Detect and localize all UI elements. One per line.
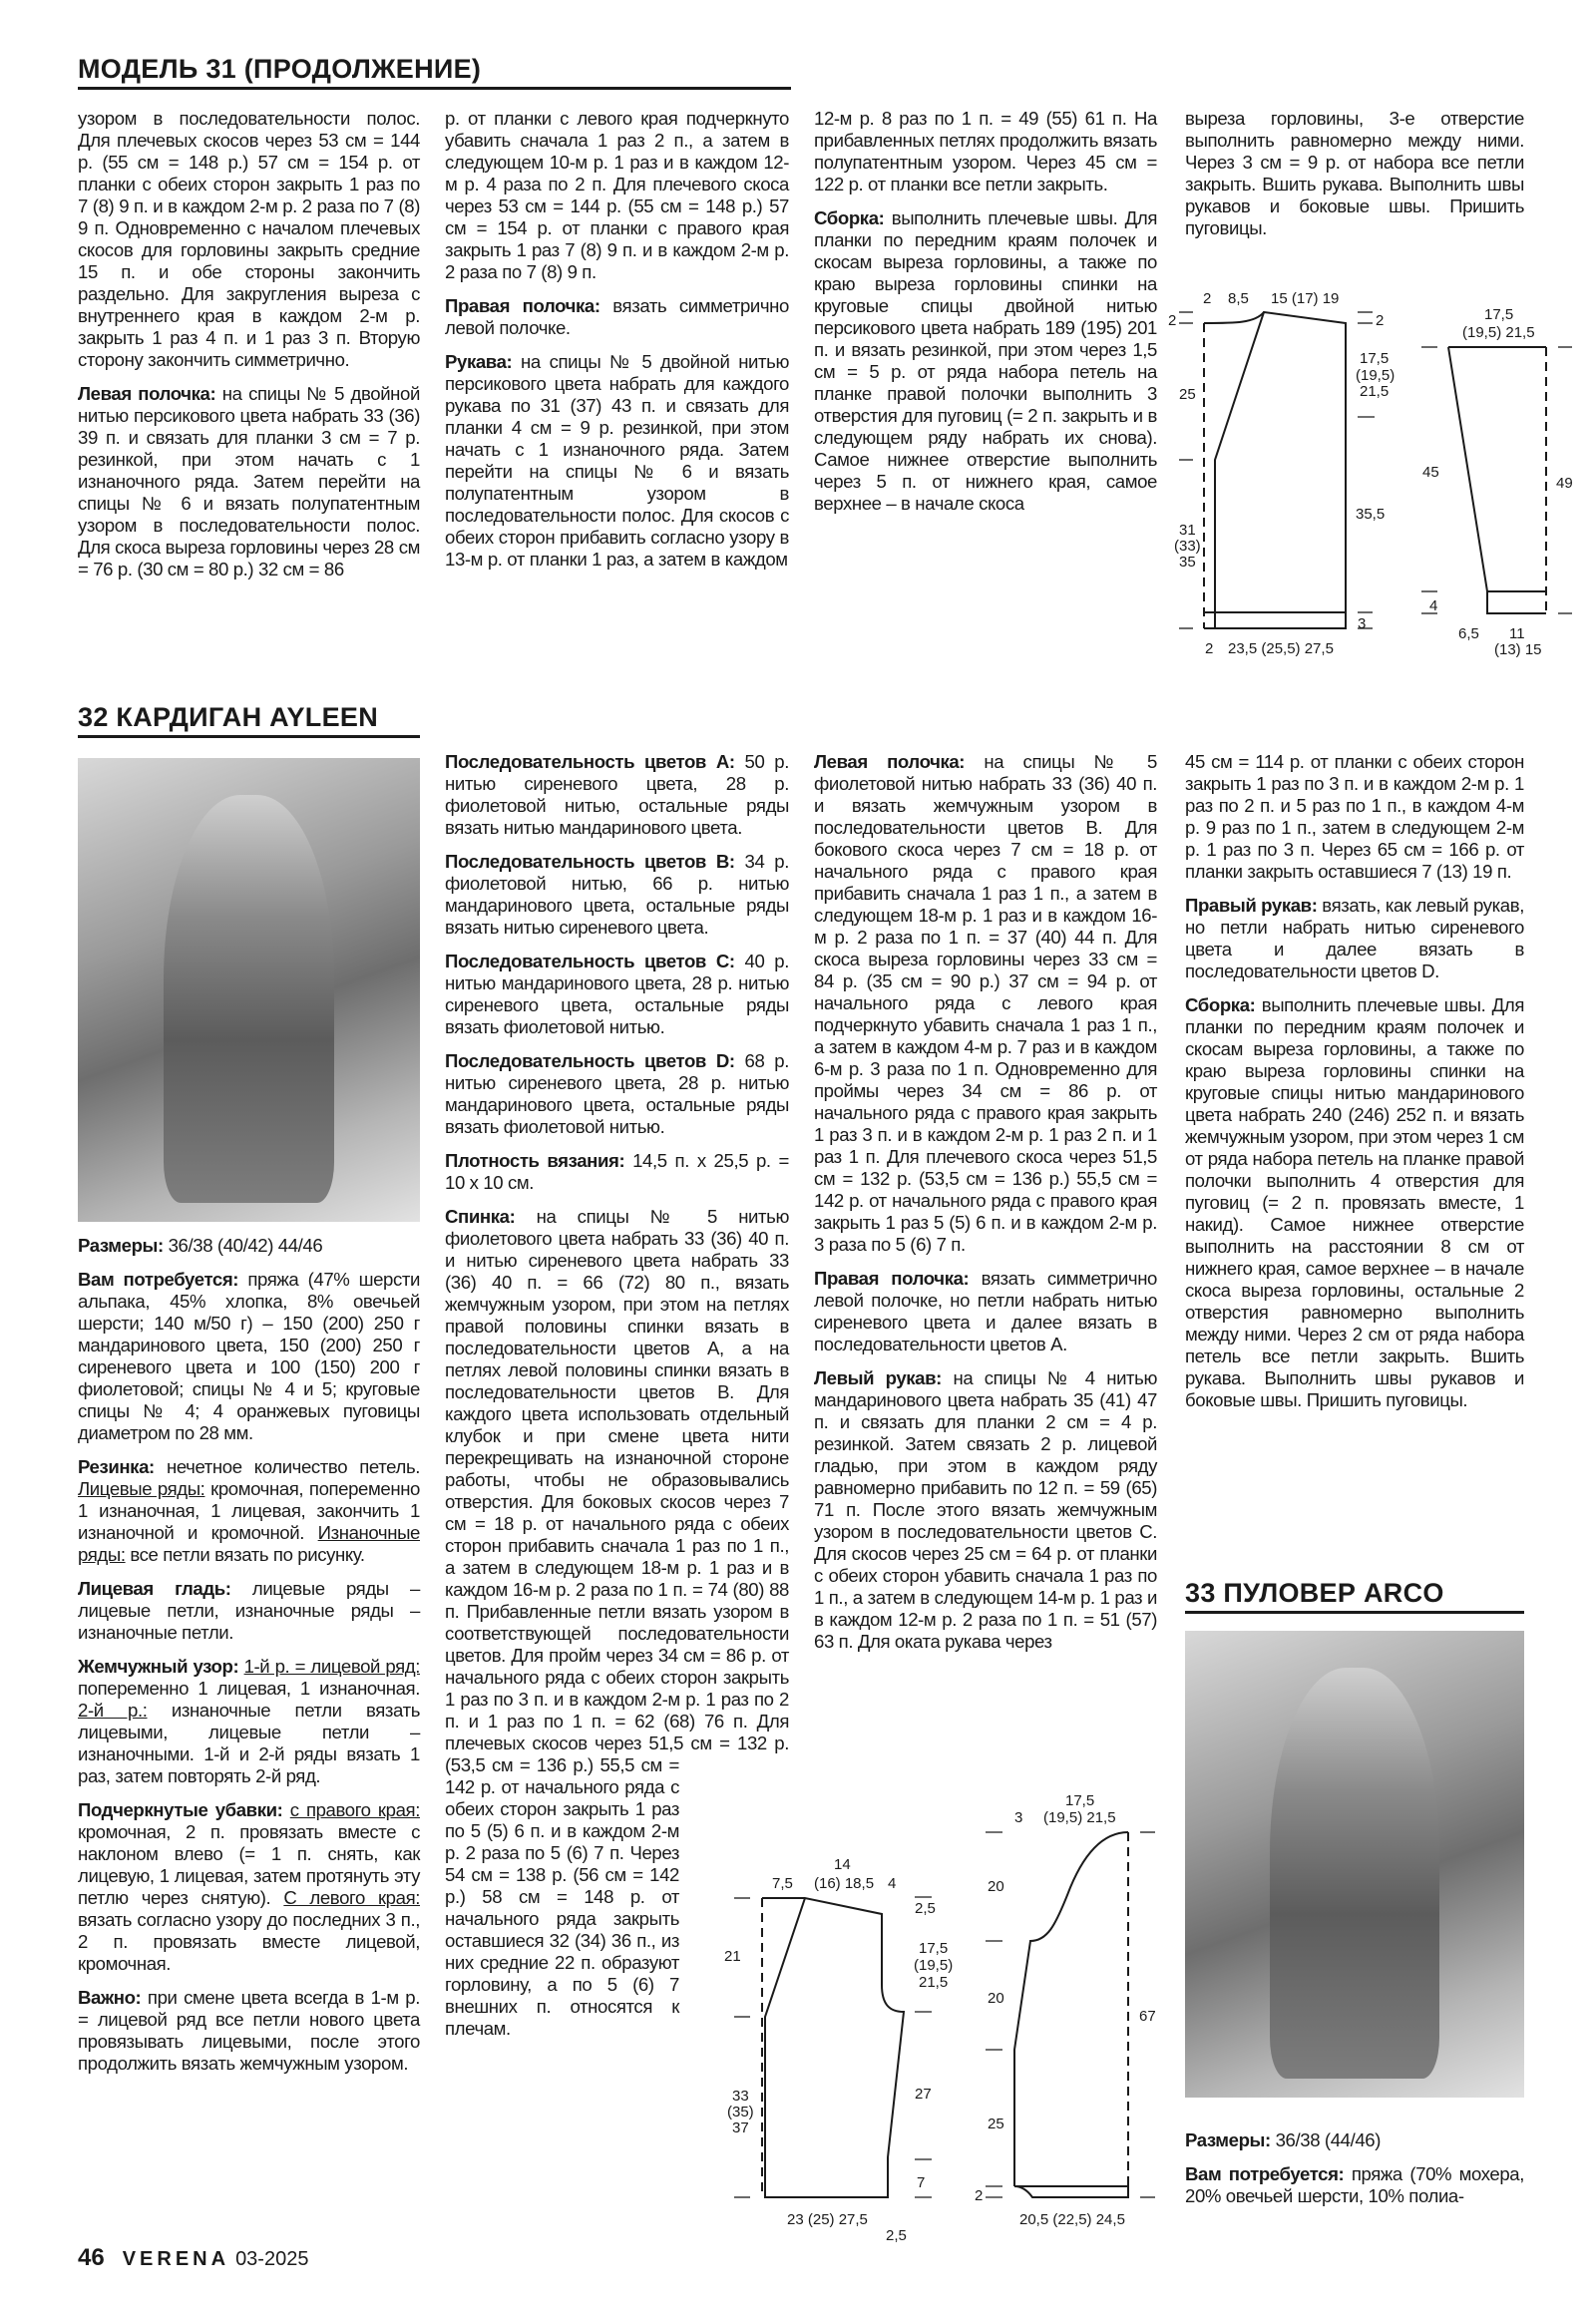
dimension-label: (19,5)	[914, 1957, 954, 1974]
issue-number: 03-2025	[235, 2248, 309, 2270]
sleeve-outline	[1448, 347, 1546, 613]
dimension-label: (19,5) 21,5	[1043, 1809, 1116, 1826]
dimension-label: 2,5	[886, 2227, 907, 2244]
dimension-label: 45	[1422, 464, 1439, 481]
dimension-label: 25	[1179, 386, 1196, 403]
paragraph	[814, 1367, 1157, 1653]
paragraph-heading: Подчеркнутые убавки:	[78, 1799, 283, 1820]
paragraph-heading: Левая полочка:	[78, 383, 216, 404]
dimension-label: 31	[1179, 522, 1196, 539]
dimension-label: 11	[1509, 625, 1525, 642]
paragraph-text: вязать симметрично левой полочке, но петли набрать нитью сиреневого цвета и далее вязать в последовательности цветов A.	[814, 1268, 1157, 1354]
paragraph-text: вязать согласно узору до последних 3 п., 2 п. провязать вместе лицевой, кромочная.	[78, 1909, 420, 1974]
magazine-brand: VERENA	[122, 2248, 230, 2270]
schematic-diagram-model-31	[0, 0, 1596, 698]
paragraph-text: 36/38 (44/46)	[1270, 2129, 1382, 2150]
dimension-label: 67	[1139, 2008, 1156, 2025]
paragraph-text: все петли вязать по рисунку.	[125, 1544, 365, 1565]
paragraph	[445, 951, 789, 1038]
paragraph-text: пряжа (70% мохера, 20% овечьей шерсти, 10% полиа-	[1185, 2163, 1525, 2206]
dimension-label: 49	[1556, 475, 1573, 492]
paragraph	[445, 751, 789, 839]
schematic-diagram-cardigan	[0, 1755, 1197, 2274]
page-number: 46	[78, 2244, 105, 2271]
model-photo-pullover	[1185, 1631, 1524, 2098]
paragraph-heading: Правый рукав:	[1185, 895, 1318, 916]
dimension-label: 2	[1203, 290, 1212, 307]
section-title-pullover-arco: 33 ПУЛОВЕР ARCO	[1185, 1578, 1524, 1614]
paragraph-heading: Последовательность цветов D:	[445, 1050, 735, 1071]
paragraph-text: на спицы № 5 фиолетовой нитью набрать 33 (36) 40 п. и вязать жемчужным узором в последовательности цветов B. Для бокового скоса через 7 см = 18 р. от начального ряда с правого края прибавить сначала 1 раз 1 п., а затем в следующем 18-м р. 1 раз и в каждом 16-м р. 2 раза по 1 п. = 37 (40) 44 п. Для скоса выреза горловины через 33 см = 84 р. (35 см = 90 р.) 37 см = 94 р. от начального ряда с левого края подчеркнуто убавить сначала 1 раз 1 п., а затем в каждом 4-м р. 7 раз и в каждом 6-м р. 3 раза по 1 п. Одновременно для проймы через 34 см = 86 р. от начального ряда с правого края закрыть 1 раз 3 п. и в каждом 2-м р. 1 раз 2 п. и 1 раз 1 п. Для плечевого скоса через 51,5 см = 132 р. (53,5 см = 136 р.) 55,5 см = 142 р. от начального ряда с правого края закрыть 1 раз 5 (5) 6 п. и в каждом 2-м р. 3 раза по 5 (6) 7 п.	[814, 751, 1157, 1255]
dimension-label: 27	[915, 2086, 932, 2103]
text-column	[1185, 751, 1524, 1423]
dimension-label: 33	[732, 2088, 749, 2105]
dimension-label: 21,5	[1360, 383, 1390, 400]
dimension-label: 3	[1358, 615, 1367, 632]
paragraph	[78, 1269, 420, 1444]
paragraph-text: на спицы № 5 двойной нитью персикового цвета набрать для каждого рукава по 31 (37) 43 п. и связать для планки 4 см = 9 р. резинкой, при этом начать с 1 изнаночного ряда. Затем перейти на спицы № 6 и вязать полупатентным узором в последовательности полос. Для скосов с обеих сторон прибавить согласно узору в 13-м р. от планки 1 раз, а затем в каждом	[445, 351, 789, 570]
section-title-model-31: МОДЕЛЬ 31 (ПРОДОЛЖЕНИЕ)	[78, 54, 791, 90]
dimension-label: 7,5	[772, 1875, 793, 1892]
paragraph-text: попеременно 1 лицевая, 1 изнаночная.	[78, 1678, 420, 1699]
text-column	[1185, 2129, 1524, 2219]
dimension-label: 20,5 (22,5) 24,5	[1019, 2211, 1125, 2228]
dimension-label: (35)	[727, 2104, 754, 2120]
underlined-term: Лицевые ряды:	[78, 1478, 205, 1499]
underlined-term: 2-й р.:	[78, 1700, 148, 1721]
front-piece-outline	[1215, 312, 1346, 628]
paragraph-text: на спицы № 5 двойной нитью персикового цвета набрать 33 (36) 39 п. и связать для планки 3 см = 7 р. резинкой, при этом начать с 1 изнаночного ряда. Затем перейти на спицы № 6 и вязать полупатентным узором в последовательности полос. Для скоса выреза горловины через 28 см = 76 р. (30 см = 80 р.) 32 см = 86	[78, 383, 420, 579]
paragraph-text: р. от планки с левого края подчеркнуто убавить сначала 1 раз 2 п., а затем в следующем 10-м р. 1 раз и в каждом 12-м р. 4 раза по 2 п. Для плечевого скоса через 53 см = 144 р. (55 см = 148 р.) 57 см = 154 р. от планки с правого края закрыть 1 раз 7 (8) 9 п. и в каждом 2-м р. 2 раза по 7 (8) 9 п.	[445, 108, 789, 282]
paragraph	[814, 1268, 1157, 1355]
dimension-label: 14	[834, 1856, 851, 1873]
paragraph-heading: Сборка:	[814, 207, 885, 228]
paragraph-text: при смене цвета всегда в 1-м р. = лицевой ряд все петли нового цвета провязывать лицевыми, после этого продолжить вязать жемчужным узором.	[78, 1987, 420, 2074]
paragraph-text: кромочная, 2 п. провязать вместе с наклоном влево (= 1 п. снять, как лицевую, 1 лицевая, затем протянуть эту петлю через снятую).	[78, 1821, 420, 1908]
paragraph-text: кромочная, попеременно 1 изнаночная, 1 лицевая, закончить 1 изнаночной и кромочной.	[78, 1478, 421, 1543]
dimension-label: 2,5	[915, 1900, 936, 1917]
paragraph-heading: Спинка:	[445, 1206, 516, 1227]
dimension-label: 4	[1429, 597, 1438, 614]
paragraph-text: изнаночные петли вязать лицевыми, лицевые петли – изнаночными. 1-й и 2-й ряды вязать 1 раз, затем повторять 2-й ряд.	[78, 1700, 420, 1786]
paragraph-text: вязать симметрично левой полочке.	[445, 295, 789, 338]
dimension-label: 2	[1168, 312, 1177, 329]
dimension-label: 23 (25) 27,5	[787, 2211, 868, 2228]
paragraph	[78, 1578, 420, 1644]
paragraph-heading: Левая полочка:	[814, 751, 966, 772]
dimension-label: 2	[975, 2187, 984, 2204]
underlined-term: с правого края:	[289, 1799, 420, 1820]
dimension-label: 17,5	[1484, 306, 1514, 323]
paragraph-text: 45 см = 114 р. от планки с обеих сторон закрыть 1 раз по 3 п. и в каждом 2-м р. 1 раз по 2 п. и 5 раз по 1 п., в каждом 4-м р. 9 раз по 1 п., затем в следующем 2-м р. 1 раз по 3 п. Через 65 см = 166 р. от планки закрыть оставшиеся 7 (13) 19 п.	[1185, 751, 1524, 882]
paragraph	[1185, 2129, 1524, 2151]
dimension-label: 17,5	[1065, 1792, 1095, 1809]
dimension-label: 4	[888, 1875, 897, 1892]
paragraph	[1185, 895, 1524, 982]
dimension-label: (33)	[1174, 538, 1201, 555]
paragraph	[445, 851, 789, 939]
dimension-label: 35,5	[1356, 506, 1386, 523]
underlined-term: С левого края:	[283, 1887, 420, 1908]
paragraph-text: 68 р. нитью сиреневого цвета, 28 р. нитью мандаринового цвета, остальные ряды вязать фиолетовой нитью.	[445, 1050, 789, 1137]
dimension-label: 35	[1179, 554, 1196, 571]
paragraph-heading: Вам потребуется:	[1185, 2163, 1345, 2184]
neck-curve	[1204, 312, 1264, 323]
paragraph-heading: Рукава:	[445, 351, 513, 372]
paragraph	[445, 1150, 789, 1194]
paragraph-text: лицевые ряды – лицевые петли, изнаночные ряды – изнаночные петли.	[78, 1578, 420, 1643]
dimension-label: (16) 18,5	[814, 1875, 875, 1892]
dimension-label: 21,5	[919, 1974, 949, 1991]
paragraph-heading: Последовательность цветов C:	[445, 951, 735, 971]
dimension-label: 6,5	[1458, 625, 1479, 642]
dimension-label: 20	[988, 1990, 1004, 2007]
underlined-term: Изнаночные ряды:	[78, 1522, 420, 1565]
paragraph	[1185, 751, 1524, 883]
dimension-label: 15 (17) 19	[1271, 290, 1340, 307]
paragraph-text: выполнить плечевые швы. Для планки по передним краям полочек и скосам выреза горловины, а также по краю выреза горловины спинки на круговые спицы нитью мандаринового цвета набрать 240 (246) 252 п. и вязать жемчужным узором, при этом через 1 см от ряда набора петель на планке правой полочки выполнить 4 отверстия для пуговиц (= 2 п. провязать вместе, 1 накид). Самое нижнее отверстие выполнить на расстоянии 8 см от нижнего края, самое верхнее – в начале скоса выреза горловины, остальные 2 отверстия равномерно выполнить между ними. Через 2 см от ряда набора петель все петли закрыть. Вшить рукава. Выполнить швы рукавов и боковые швы. Пришить пуговицы.	[1185, 994, 1524, 1410]
section-title-cardigan-ayleen: 32 КАРДИГАН AYLEEN	[78, 702, 420, 738]
paragraph-heading: Важно:	[78, 1987, 142, 2008]
paragraph-text: на спицы № 5 нитью фиолетового цвета набрать 33 (36) 40 п. и нитью сиреневого цвета набрать 33 (36) 40 п. = 66 (72) 80 п., вязать жемчужным узором, при этом на петлях правой половины спинки вязать в последовательности цветов A, а на петлях левой половины спинки вязать в последовательности цветов B. Для каждого цвета использовать отдельный клубок и при смене цвета нити перекрещивать на изнаночной стороне работы, чтобы не образовывались отверстия. Для боковых скосов через 7 см = 18 р. от начального ряда с обеих сторон прибавить сначала 1 раз по 1 п., а затем в следующем 18-м р. 1 раз и в каждом 16-м р. 2 раза по 1 п. = 74 (80) 88 п. Прибавленные петли вязать узором в соответствующей последовательности цветов. Для пройм через 34 см = 86 р. от начального ряда с обеих сторон закрыть 1 раз по 3 п. и в каждом 2-м р. 1 раз по 2 п. и 1 раз по 1 п. = 62 (68) 76 п. Для плечевых скосов через 51,5 см = 132 р. (53,5 см = 136 р.) 55,5 см = 142 р. от начального ряда с обеих сторон закрыть 1 раз по 5 (5) 6 п. и в каждом 2-м р. 2 раза по 5 (6) 7 п. Через 54 см = 138 р. (56 см = 142 р.) 58 см = 148 р. от начального ряда закрыть оставшиеся 32 (34) 36 п., из них средние 22 п. образуют горловину, а по 5 (6) 7 внешних п. относятся к плечам.	[445, 1206, 789, 2039]
front-piece-outline	[765, 1898, 904, 2197]
dimension-label: 23,5 (25,5) 27,5	[1228, 640, 1334, 657]
paragraph	[1185, 994, 1524, 1411]
paragraph-text: 36/38 (40/42) 44/46	[163, 1235, 323, 1256]
paragraph-heading: Правая полочка:	[814, 1268, 970, 1289]
dimension-label: 21	[724, 1948, 741, 1965]
underlined-term: 1-й р. = лицевой ряд:	[243, 1656, 420, 1677]
paragraph-heading: Размеры:	[78, 1235, 164, 1256]
paragraph-text: 34 р. фиолетовой нитью, 66 р. нитью мандаринового цвета, остальные ряды вязать нитью сиреневого цвета.	[445, 851, 789, 938]
paragraph-heading: Последовательность цветов A:	[445, 751, 735, 772]
paragraph-text: 14,5 п. х 25,5 р. = 10 х 10 см.	[445, 1150, 789, 1193]
paragraph	[78, 1456, 420, 1566]
paragraph	[445, 1050, 789, 1138]
page-footer	[78, 2244, 308, 2272]
dimension-label: 8,5	[1228, 290, 1249, 307]
dimension-label: 20	[988, 1878, 1004, 1895]
dimension-label: (19,5) 21,5	[1462, 324, 1535, 341]
paragraph	[78, 1235, 420, 1257]
paragraph-text: пряжа (47% шерсти альпака, 45% хлопка, 8% овечьей шерсти; 140 м/50 г) – 150 (200) 250 г мандаринового цвета, 150 (200) 250 г сиреневого цвета и 100 (150) 200 г фиолетовой; спицы № 4 и 5; круговые спицы № 4; 4 оранжевых пуговицы диаметром по 28 мм.	[78, 1269, 420, 1443]
paragraph-text: 40 р. нитью мандаринового цвета, 28 р. нитью сиреневого цвета, остальные ряды вязать фиолетовой нитью.	[445, 951, 789, 1037]
dimension-label: 2	[1205, 640, 1214, 657]
paragraph-heading: Сборка:	[1185, 994, 1256, 1015]
dimension-label: 25	[988, 2116, 1004, 2132]
dimension-label: 7	[917, 2174, 926, 2191]
dimension-label: 37	[732, 2119, 749, 2136]
dimension-label: 17,5	[919, 1940, 949, 1957]
paragraph-text: узором в последовательности полос. Для плечевых скосов через 53 см = 144 р. (55 см = 148 р.) 57 см = 154 р. от планки с обеих сторон закрыть 1 раз по 7 (8) 9 п. и в каждом 2-м р. 2 раза по 7 (8) 9 п. Одновременно с началом плечевых скосов для горловины закрыть средние 15 п. и обе стороны закончить раздельно. Для закругления выреза с внутреннего края в каждом 2-м р. закрыть 1 раз 4 п. и 1 раз 3 п. Вторую сторону закончить симметрично.	[78, 108, 420, 370]
paragraph-heading: Левый рукав:	[814, 1367, 942, 1388]
paragraph	[814, 751, 1157, 1256]
paragraph-heading: Размеры:	[1185, 2129, 1271, 2150]
paragraph-text: вязать, как левый рукав, но петли набрать нитью сиреневого цвета и далее вязать в последовательности цветов D.	[1185, 895, 1524, 981]
paragraph-text: выреза горловины, 3-е отверстие выполнить равномерно между ними. Через 3 см = 9 р. от набора все петли закрыть. Вшить рукава. Выполнить швы рукавов и боковые швы. Пришить пуговицы.	[1185, 108, 1524, 238]
paragraph-heading: Последовательность цветов B:	[445, 851, 735, 872]
paragraph-heading: Правая полочка:	[445, 295, 600, 316]
paragraph-heading: Вам потребуется:	[78, 1269, 239, 1290]
text-column	[814, 751, 1157, 1665]
paragraph-heading: Лицевая гладь:	[78, 1578, 231, 1599]
paragraph-text: нечетное количество петель.	[154, 1456, 420, 1477]
dimension-label: 2	[1376, 312, 1385, 329]
paragraph-heading: Плотность вязания:	[445, 1150, 625, 1171]
paragraph-heading: Жемчужный узор:	[78, 1656, 239, 1677]
paragraph-text: выполнить плечевые швы. Для планки по передним краям полочек и скосам выреза горловины, а также по краю выреза горловины спинки на круговые спицы двойной нитью персикового цвета набрать 189 (195) 201 п. и вязать резинкой, при этом через 1,5 см = 5 р. от ряда набора петель на планке правой полочки выполнить 3 отверстия для пуговиц (= 2 п. закрыть и в следующем ряду набрать их снова). Самое нижнее отверстие выполнить через 5 п. от нижнего края, самое верхнее – в начале скоса	[814, 207, 1157, 514]
paragraph-text: на спицы № 4 нитью мандаринового цвета набрать 35 (41) 47 п. и связать для планки 2 см = 4 р. резинкой. Затем связать 2 р. лицевой гладью, при этом в каждом ряду равномерно прибавить по 12 п. = 59 (65) 71 п. После этого вязать жемчужным узором в последовательности цветов C. Для скосов через 25 см = 64 р. от планки с обеих сторон убавить сначала 1 раз по 1 п., а затем в следующем 14-м р. 1 раз и в каждом 12-м р. 2 раза по 1 п. = 51 (57) 63 п. Для оката рукава через	[814, 1367, 1158, 1652]
dimension-label: 17,5	[1360, 350, 1390, 367]
paragraph-text: 12-м р. 8 раз по 1 п. = 49 (55) 61 п. На прибавленных петлях продолжить вязать полупатентным узором. Через 45 см = 122 р. от планки все петли закрыть.	[814, 108, 1157, 194]
dimension-label: (19,5)	[1356, 367, 1396, 384]
dimension-label: (13) 15	[1494, 641, 1542, 658]
model-photo-cardigan	[78, 758, 420, 1222]
paragraph-heading: Резинка:	[78, 1456, 155, 1477]
sleeve-outline	[1014, 1832, 1128, 2197]
paragraph-text: 50 р. нитью сиреневого цвета, 28 р. фиолетовой нитью, остальные ряды вязать нитью мандаринового цвета.	[445, 751, 789, 838]
dimension-label: 3	[1014, 1809, 1023, 1826]
paragraph	[1185, 2163, 1524, 2207]
